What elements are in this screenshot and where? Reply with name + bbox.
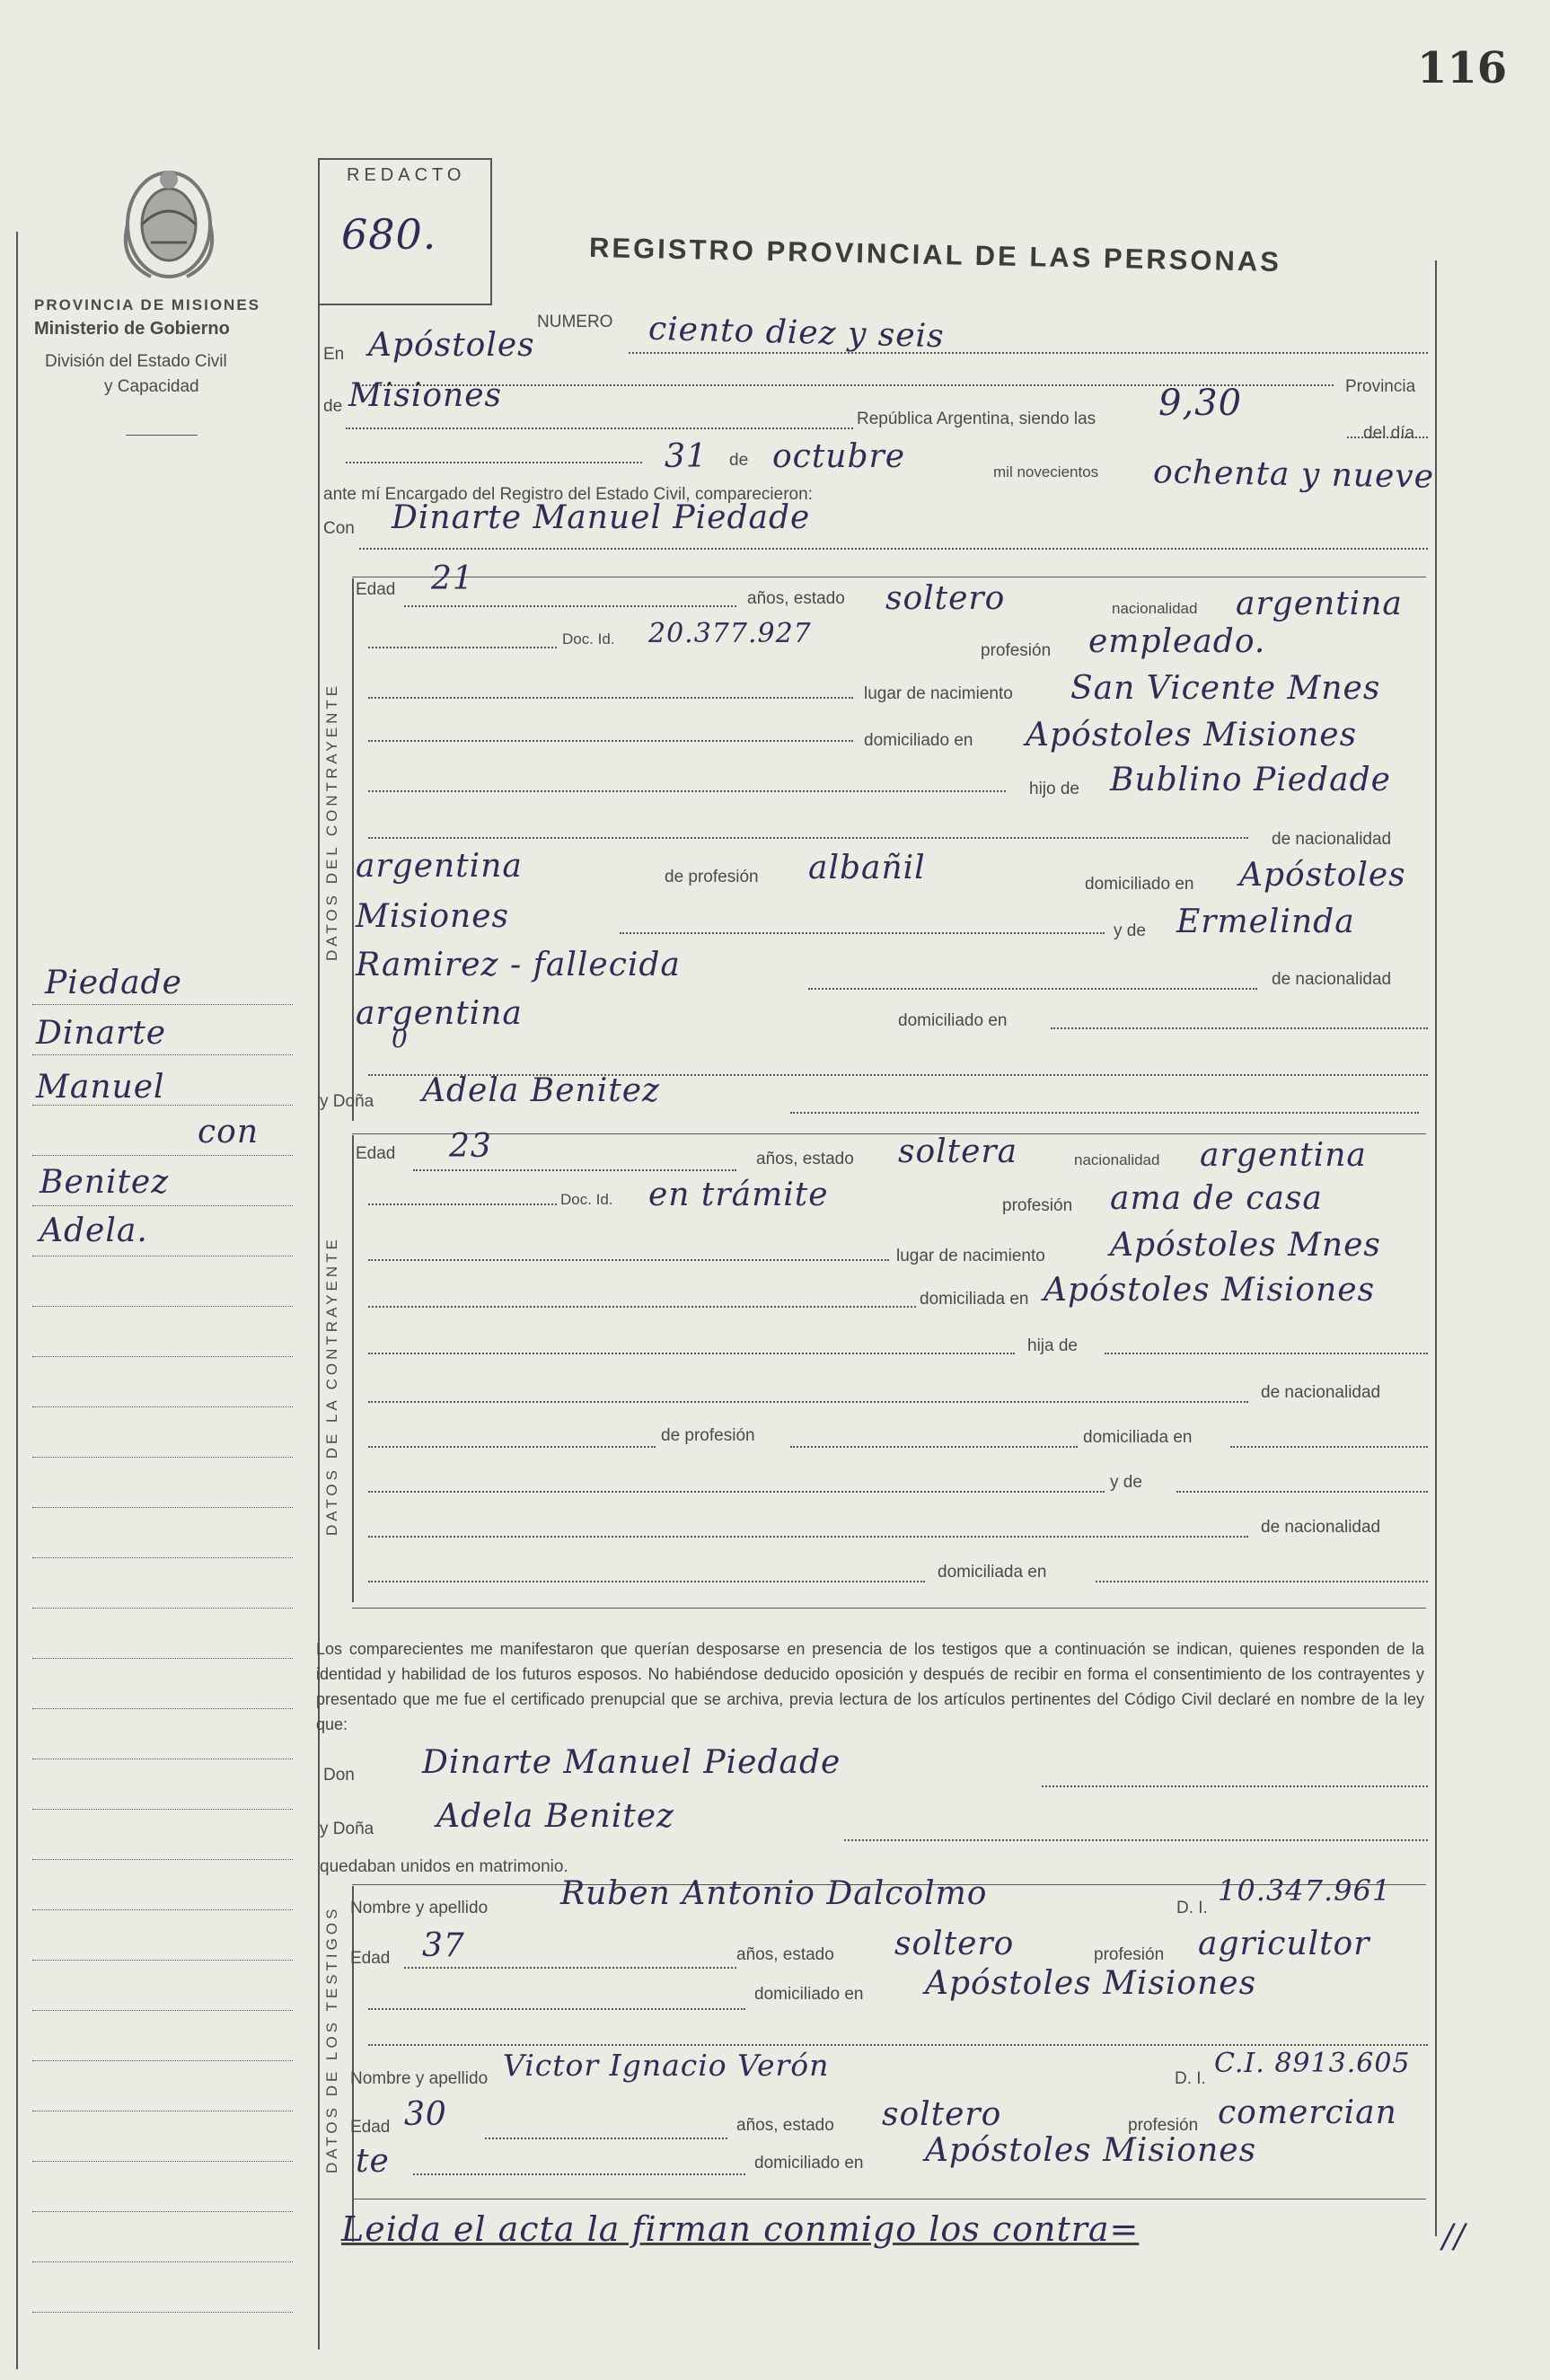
margin-ruled-line xyxy=(32,1306,293,1307)
groom-madre-nac: argentina xyxy=(356,995,523,1032)
margin-note-6: Adela. xyxy=(40,1212,148,1249)
witness-section-line xyxy=(352,1886,354,2242)
groom-edad-label: Edad xyxy=(356,580,396,599)
bride-domicilio: Apóstoles Misiones xyxy=(1044,1272,1376,1309)
decl-dona: Adela Benitez xyxy=(436,1798,674,1835)
groom-lugar-line xyxy=(368,697,853,699)
mil-label: mil novecientos xyxy=(993,463,1099,480)
con-line xyxy=(359,548,1428,550)
bride-deprof-label: de profesión xyxy=(661,1426,755,1445)
bride-dom-label: domiciliada en xyxy=(920,1290,1029,1309)
bride-yde-label: y de xyxy=(1110,1473,1142,1492)
margin-ruled-line xyxy=(32,2161,293,2162)
groom-dom2-label: domiciliado en xyxy=(1085,875,1194,894)
bride-nacionalidad: argentina xyxy=(1200,1137,1367,1174)
margin-ruled-line xyxy=(32,1457,293,1458)
bride-bottom-rule xyxy=(352,1608,1426,1609)
margin-note-5: Benitez xyxy=(40,1164,170,1201)
con-label: Con xyxy=(323,519,355,538)
w1-nombre: Ruben Antonio Dalcolmo xyxy=(560,1875,988,1912)
bride-nombre: Adela Benitez xyxy=(422,1072,660,1109)
groom-doc-prefix xyxy=(368,647,557,648)
groom-dom-label: domiciliado en xyxy=(864,731,973,750)
redacto-label: REDACTO xyxy=(347,165,466,185)
w1-edad-line xyxy=(404,1967,736,1969)
groom-nacionalidad: argentina xyxy=(1236,586,1403,622)
bride-edad-line xyxy=(413,1169,736,1171)
groom-padre: Bublino Piedade xyxy=(1110,762,1391,798)
numero-line xyxy=(629,352,1428,354)
del-dia-label: del día xyxy=(1363,424,1415,443)
bride-section-label: DATOS DE LA CONTRAYENTE xyxy=(323,1236,340,1536)
margin-ruled-line xyxy=(32,2010,293,2011)
redacto-value: 680. xyxy=(341,210,437,259)
en-value: Apóstoles xyxy=(368,327,535,364)
decl-don: Dinarte Manuel Piedade xyxy=(422,1744,841,1781)
w1-estado: soltero xyxy=(894,1926,1015,1962)
groom-lugar: San Vicente Mnes xyxy=(1070,670,1381,707)
w2-prof-label: profesión xyxy=(1128,2116,1199,2135)
w2-edad-label: Edad xyxy=(350,2118,391,2137)
groom-lugar-label: lugar de nacimiento xyxy=(864,684,1013,703)
groom-padre-dom2: Misiones xyxy=(356,898,510,935)
margin-ruled-line xyxy=(32,1356,293,1357)
w2-profesion: comercian xyxy=(1218,2094,1397,2131)
w1-nombre-label: Nombre y apellido xyxy=(350,1899,489,1917)
division-name-2: y Capacidad xyxy=(104,377,199,396)
w2-dom-line xyxy=(413,2173,745,2175)
province-name: PROVINCIA DE MISIONES xyxy=(34,296,261,313)
margin-note-3: Manuel xyxy=(36,1069,165,1106)
witness-section-label: DATOS DE LOS TESTIGOS xyxy=(323,1905,340,2173)
bride-lugar: Apóstoles Mnes xyxy=(1110,1227,1381,1264)
w1-edad: 37 xyxy=(422,1927,465,1964)
margin-ruled-line xyxy=(32,1960,293,1961)
groom-hijo-label: hijo de xyxy=(1029,780,1079,798)
margin-ruled-line xyxy=(32,2060,293,2061)
groom-domicilio: Apóstoles Misiones xyxy=(1026,717,1358,754)
groom-padre-nac: argentina xyxy=(356,848,523,885)
contrayente-value: Dinarte Manuel Piedade xyxy=(392,499,811,536)
w1-dom-line xyxy=(368,2008,745,2010)
bride-dona-label: y Doña xyxy=(320,1092,374,1111)
decl-quedaban: quedaban unidos en matrimonio. xyxy=(320,1857,568,1876)
w1-edad-label: Edad xyxy=(350,1949,391,1968)
w1-prof-label: profesión xyxy=(1094,1945,1165,1964)
bride-denac-label: de nacionalidad xyxy=(1261,1383,1381,1402)
bride-denac-line xyxy=(368,1401,1248,1403)
bride-rule xyxy=(352,1133,1426,1134)
bride-yde-line2 xyxy=(1176,1491,1428,1493)
w2-edad-line xyxy=(485,2138,727,2139)
de-value: Misiones xyxy=(348,377,503,414)
bride-profesion: ama de casa xyxy=(1110,1180,1323,1217)
w1-domicilio: Apóstoles Misiones xyxy=(925,1965,1257,2002)
bride-nombre-line xyxy=(790,1112,1419,1114)
groom-madre2: Ramirez - fallecida xyxy=(356,947,681,983)
groom-madre: Ermelinda xyxy=(1176,904,1355,940)
bride-denac2-label: de nacionalidad xyxy=(1261,1518,1381,1537)
bride-dom3-line2 xyxy=(1096,1581,1428,1582)
bride-doc-label: Doc. Id. xyxy=(560,1191,613,1208)
left-margin-line xyxy=(16,232,18,2369)
hora-value: 9,30 xyxy=(1158,383,1243,424)
margin-ruled-line xyxy=(32,2211,293,2212)
margin-ruled-line xyxy=(32,2261,293,2262)
w2-estado: soltero xyxy=(882,2096,1002,2133)
w1-blank-line xyxy=(368,2044,1428,2046)
groom-deprof-label: de profesión xyxy=(665,868,759,886)
groom-dom3-line xyxy=(1051,1027,1428,1029)
bride-dom2-label: domiciliada en xyxy=(1083,1428,1193,1447)
bride-deprof-line xyxy=(368,1446,656,1448)
page-number: 116 xyxy=(1417,43,1508,93)
decl-dona-label: y Doña xyxy=(320,1820,374,1838)
de-label: de xyxy=(323,397,343,416)
groom-estado: soltero xyxy=(885,580,1006,617)
bride-yde-line xyxy=(368,1491,1105,1493)
bride-hija-label: hija de xyxy=(1027,1336,1078,1355)
margin-ruled-line xyxy=(32,1205,293,1206)
w1-dom-label: domiciliado en xyxy=(754,1985,864,2004)
bride-hija-line xyxy=(368,1353,1015,1354)
margin-ruled-line xyxy=(32,1658,293,1659)
header-divider xyxy=(126,435,198,436)
w1-profesion: agricultor xyxy=(1198,1926,1370,1962)
bride-denac2-line xyxy=(368,1536,1248,1538)
groom-edad-line xyxy=(404,605,736,607)
margin-note-1: Piedade xyxy=(45,965,182,1001)
margin-ruled-line xyxy=(32,1155,293,1156)
groom-padre-dom: Apóstoles xyxy=(1239,857,1406,894)
redacto-stamp xyxy=(318,158,492,305)
groom-madre-dom: 0 xyxy=(392,1024,409,1053)
margin-ruled-line xyxy=(32,1608,293,1609)
closing-text: Leida el acta la firman conmigo los contra= xyxy=(341,2209,1140,2249)
groom-section-label: DATOS DEL CONTRAYENTE xyxy=(323,682,340,961)
margin-ruled-line xyxy=(32,1054,293,1055)
margin-ruled-line xyxy=(32,1809,293,1810)
decl-dona-line xyxy=(844,1839,1428,1841)
groom-edad: 21 xyxy=(431,560,474,597)
dia-prefix-line xyxy=(346,462,642,463)
margin-ruled-line xyxy=(32,1708,293,1709)
numero-label: NUMERO xyxy=(537,313,613,331)
decl-don-line xyxy=(1042,1785,1428,1787)
groom-dom-line xyxy=(368,740,853,742)
bride-prof-label: profesión xyxy=(1002,1196,1073,1215)
groom-anos-label: años, estado xyxy=(747,589,845,608)
w2-di-label: D. I. xyxy=(1175,2069,1206,2088)
dia-value: 31 xyxy=(665,438,708,475)
ministry-name: Ministerio de Gobierno xyxy=(34,319,230,339)
groom-dom3-label: domiciliado en xyxy=(898,1011,1008,1030)
bride-dom3-line xyxy=(368,1581,925,1582)
groom-yde-line xyxy=(620,932,1105,934)
bride-lugar-line xyxy=(368,1259,889,1261)
closing-mark: // xyxy=(1442,2218,1466,2255)
margin-ruled-line xyxy=(32,1406,293,1407)
bride-dom-line xyxy=(368,1306,916,1308)
bride-edad: 23 xyxy=(449,1128,492,1165)
groom-denac-label: de nacionalidad xyxy=(1272,830,1392,849)
w2-domicilio: Apóstoles Misiones xyxy=(925,2132,1257,2169)
bride-estado: soltera xyxy=(898,1133,1018,1170)
declaration-paragraph: Los comparecientes me manifestaron que querían desposarse en presencia de los testigos que a continuación se indican, quienes responden de la identidad y habilidad de los futuros esposos. No habiéndose deducido oposición y después de recibir en forma el consentimiento de los contrayentes y presentado que me fue el certificado prenupcial que se archiva, previa lectura de los artículos pertinentes del Código Civil declaré en nombre de la ley que: xyxy=(316,1640,1424,1733)
de2-label: de xyxy=(729,451,749,470)
groom-profesion: empleado. xyxy=(1088,623,1266,660)
bride-section-line xyxy=(352,1135,354,1602)
bride-dom3-label: domiciliada en xyxy=(938,1563,1047,1582)
groom-denac2-label: de nacionalidad xyxy=(1272,970,1392,989)
decl-don-label: Don xyxy=(323,1766,355,1785)
margin-ruled-line xyxy=(32,1859,293,1860)
margin-ruled-line xyxy=(32,1105,293,1106)
margin-ruled-line xyxy=(32,1507,293,1508)
w2-edad: 30 xyxy=(404,2096,447,2133)
provincia-label: Provincia xyxy=(1345,377,1416,396)
w2-di: C.I. 8913.605 xyxy=(1214,2048,1411,2079)
bride-anos-label: años, estado xyxy=(756,1150,854,1168)
bride-hija-line2 xyxy=(1105,1353,1428,1354)
margin-note-2: Dinarte xyxy=(36,1015,167,1052)
bride-lugar-label: lugar de nacimiento xyxy=(896,1247,1045,1265)
anio-value: ochenta y nueve xyxy=(1152,454,1435,496)
groom-nac-label: nacionalidad xyxy=(1112,600,1198,617)
w1-di: 10.347.961 xyxy=(1218,1873,1392,1908)
de-line xyxy=(346,428,853,429)
groom-section-line xyxy=(352,578,354,1121)
main-frame-line xyxy=(318,158,320,2349)
w1-anos-label: años, estado xyxy=(736,1945,834,1964)
ante-label: ante mí Encargado del Registro del Estado Civil, comparecieron: xyxy=(323,485,813,504)
numero-value: ciento diez y seis xyxy=(647,310,946,356)
w2-nombre-label: Nombre y apellido xyxy=(350,2069,489,2088)
margin-ruled-line xyxy=(32,1909,293,1910)
en-label: En xyxy=(323,345,345,364)
w2-nombre: Victor Ignacio Verón xyxy=(503,2048,830,2083)
groom-yde-label: y de xyxy=(1114,921,1146,940)
groom-doc-label: Doc. Id. xyxy=(562,630,615,648)
margin-note-4: con xyxy=(198,1114,260,1150)
division-name: División del Estado Civil xyxy=(45,352,227,371)
w2-anos-label: años, estado xyxy=(736,2116,834,2135)
bride-deprof-line2 xyxy=(790,1446,1078,1448)
margin-ruled-line xyxy=(32,1004,293,1005)
w2-profesion-cont: te xyxy=(356,2143,390,2180)
groom-hijo-line xyxy=(368,790,1006,792)
bride-edad-label: Edad xyxy=(356,1144,396,1163)
groom-padre-prof: albañil xyxy=(808,850,926,886)
groom-denac2-line xyxy=(808,988,1257,990)
page-title: REGISTRO PROVINCIAL DE LAS PERSONAS xyxy=(588,231,1282,278)
groom-denac-line xyxy=(368,837,1248,839)
right-frame-line xyxy=(1435,260,1437,2236)
bride-nac-label: nacionalidad xyxy=(1074,1151,1160,1168)
margin-ruled-line xyxy=(32,2312,293,2313)
mes-value: octubre xyxy=(772,438,906,475)
bride-dom2-line xyxy=(1230,1446,1428,1448)
w2-dom-label: domiciliado en xyxy=(754,2154,864,2173)
groom-prof-label: profesión xyxy=(981,641,1052,660)
province-seal xyxy=(115,162,223,287)
bride-doc: en trámite xyxy=(648,1177,829,1213)
margin-ruled-line xyxy=(32,1557,293,1558)
bride-doc-prefix xyxy=(368,1203,557,1205)
republica-label: República Argentina, siendo las xyxy=(857,410,1096,428)
groom-doc: 20.377.927 xyxy=(648,618,812,649)
w1-di-label: D. I. xyxy=(1176,1899,1208,1917)
